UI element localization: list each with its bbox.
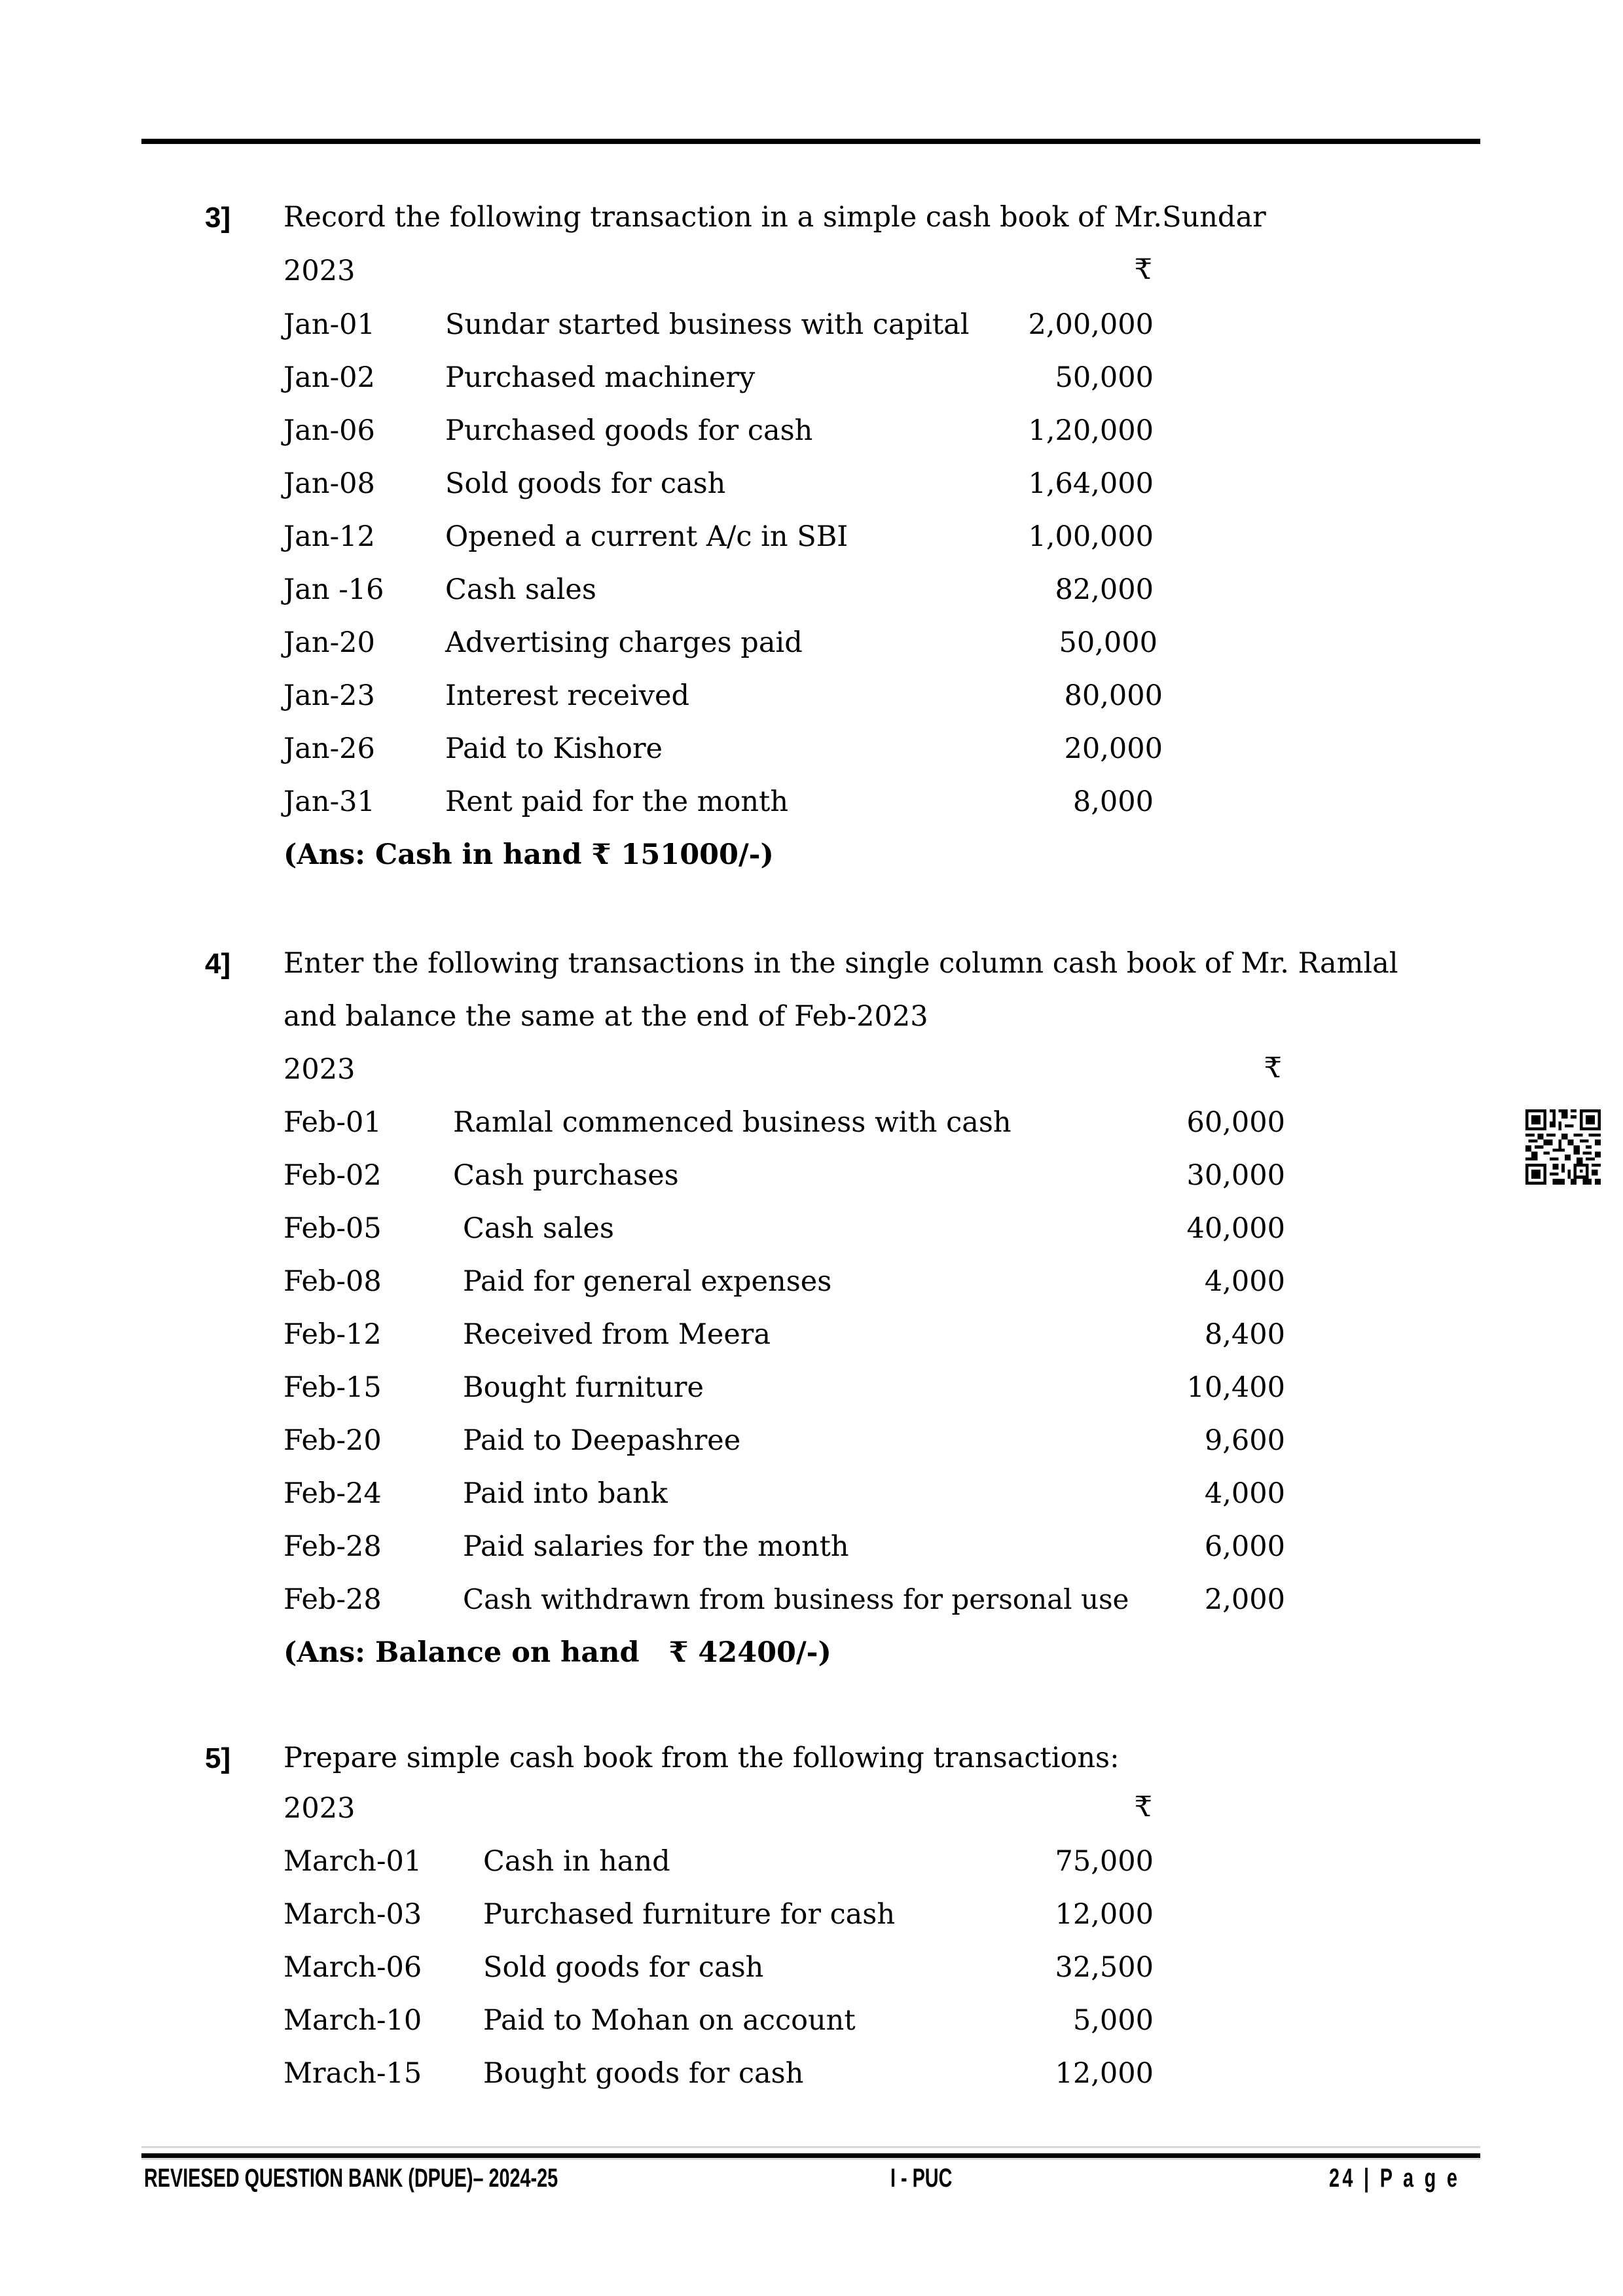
- footer-title: REVIESED QUESTION BANK (DPUE)– 2024-25: [144, 2164, 558, 2193]
- row-description: Cash sales: [463, 1212, 614, 1245]
- row-date: March-03: [283, 1898, 422, 1931]
- answer: (Ans: Cash in hand ₹ 151000/-): [283, 838, 774, 871]
- qr-code-icon: [1525, 1109, 1601, 1185]
- row-description: Cash purchases: [453, 1159, 679, 1192]
- row-date: Feb-05: [283, 1212, 382, 1245]
- row-description: Purchased goods for cash: [445, 414, 813, 447]
- row-amount: 40,000: [1186, 1212, 1285, 1245]
- row-date: Jan-06: [283, 414, 375, 447]
- row-date: Feb-01: [283, 1106, 382, 1139]
- year-label: 2023: [283, 1053, 356, 1086]
- row-amount: 50,000: [1055, 361, 1154, 394]
- rupee-icon: ₹: [1134, 253, 1152, 286]
- footer-page-number: 24 | P a g e: [1329, 2164, 1461, 2193]
- row-date: Jan-01: [283, 308, 375, 341]
- row-description: Bought furniture: [463, 1371, 704, 1404]
- question-prompt: Prepare simple cash book from the following transactions:: [283, 1742, 1120, 1774]
- row-description: Advertising charges paid: [445, 626, 803, 659]
- row-description: Purchased furniture for cash: [483, 1898, 896, 1931]
- row-amount: 9,600: [1204, 1424, 1285, 1457]
- year-label: 2023: [283, 1792, 356, 1825]
- row-date: Jan-08: [283, 467, 375, 500]
- answer: (Ans: Balance on hand ₹ 42400/-): [283, 1636, 831, 1669]
- row-amount: 32,500: [1055, 1951, 1154, 1984]
- row-amount: 20,000: [1064, 732, 1163, 765]
- row-date: Jan-20: [283, 626, 375, 659]
- row-amount: 12,000: [1055, 2057, 1154, 2090]
- row-description: Sold goods for cash: [483, 1951, 764, 1984]
- row-date: March-06: [283, 1951, 422, 1984]
- row-date: Jan-26: [283, 732, 375, 765]
- question-prompt: Record the following transaction in a simple cash book of Mr.Sundar: [283, 201, 1266, 234]
- rupee-icon: ₹: [1264, 1052, 1282, 1085]
- row-amount: 80,000: [1064, 679, 1163, 712]
- row-amount: 1,20,000: [1028, 414, 1154, 447]
- row-description: Cash withdrawn from business for personal use: [463, 1583, 1129, 1615]
- row-description: Bought goods for cash: [483, 2057, 804, 2090]
- row-date: March-10: [283, 2004, 422, 2037]
- question-number: 5]: [205, 1742, 231, 1774]
- row-amount: 30,000: [1186, 1159, 1285, 1192]
- row-amount: 60,000: [1186, 1106, 1285, 1139]
- footer-rule-shadow: [141, 2158, 1480, 2160]
- row-description: Received from Meera: [463, 1318, 771, 1351]
- row-amount: 4,000: [1204, 1477, 1285, 1510]
- row-date: Jan -16: [283, 573, 384, 606]
- row-date: Jan-23: [283, 679, 375, 712]
- row-description: Cash sales: [445, 573, 596, 606]
- header-rule: [141, 139, 1480, 144]
- row-date: Feb-24: [283, 1477, 382, 1510]
- row-description: Paid to Deepashree: [463, 1424, 741, 1457]
- question-prompt-line-2: and balance the same at the end of Feb-2023: [283, 1000, 928, 1033]
- row-amount: 2,00,000: [1028, 308, 1154, 341]
- row-amount: 5,000: [1072, 2004, 1154, 2037]
- row-amount: 2,000: [1204, 1583, 1285, 1616]
- row-description: Paid into bank: [463, 1477, 668, 1510]
- question-number: 4]: [205, 948, 231, 980]
- row-date: Jan-02: [283, 361, 375, 394]
- row-date: Feb-28: [283, 1583, 382, 1616]
- row-amount: 8,400: [1204, 1318, 1285, 1351]
- row-amount: 82,000: [1055, 573, 1154, 606]
- row-date: Mrach-15: [283, 2057, 422, 2090]
- row-date: Feb-02: [283, 1159, 382, 1192]
- row-description: Opened a current A/c in SBI: [445, 520, 848, 553]
- row-description: Rent paid for the month: [445, 785, 789, 818]
- row-date: Feb-08: [283, 1265, 382, 1298]
- year-label: 2023: [283, 255, 356, 287]
- row-description: Cash in hand: [483, 1845, 670, 1878]
- row-amount: 4,000: [1204, 1265, 1285, 1298]
- row-date: Feb-20: [283, 1424, 382, 1457]
- footer-course: I - PUC: [890, 2164, 953, 2193]
- row-date: Feb-15: [283, 1371, 382, 1404]
- row-description: Interest received: [445, 679, 689, 712]
- row-amount: 75,000: [1055, 1845, 1154, 1878]
- row-description: Paid to Kishore: [445, 732, 663, 765]
- row-date: March-01: [283, 1845, 422, 1878]
- row-date: Feb-12: [283, 1318, 382, 1351]
- row-amount: 10,400: [1186, 1371, 1285, 1404]
- row-amount: 50,000: [1059, 626, 1158, 659]
- row-date: Jan-31: [283, 785, 375, 818]
- row-amount: 12,000: [1055, 1898, 1154, 1931]
- row-description: Sold goods for cash: [445, 467, 726, 500]
- row-description: Paid to Mohan on account: [483, 2004, 856, 2037]
- footer-rule-light: [141, 2146, 1480, 2148]
- row-description: Paid for general expenses: [463, 1265, 832, 1298]
- row-date: Feb-28: [283, 1530, 382, 1563]
- row-date: Jan-12: [283, 520, 375, 553]
- question-number: 3]: [205, 202, 231, 234]
- row-description: Sundar started business with capital: [445, 308, 970, 341]
- row-description: Purchased machinery: [445, 361, 756, 394]
- row-amount: 1,64,000: [1028, 467, 1154, 500]
- row-amount: 1,00,000: [1028, 520, 1154, 553]
- row-amount: 6,000: [1204, 1530, 1285, 1563]
- footer-rule: [141, 2153, 1480, 2158]
- question-prompt: Enter the following transactions in the single column cash book of Mr. Ramlal: [283, 947, 1398, 980]
- row-description: Paid salaries for the month: [463, 1530, 849, 1563]
- row-amount: 8,000: [1072, 785, 1154, 818]
- rupee-icon: ₹: [1134, 1791, 1152, 1823]
- row-description: Ramlal commenced business with cash: [453, 1106, 1012, 1139]
